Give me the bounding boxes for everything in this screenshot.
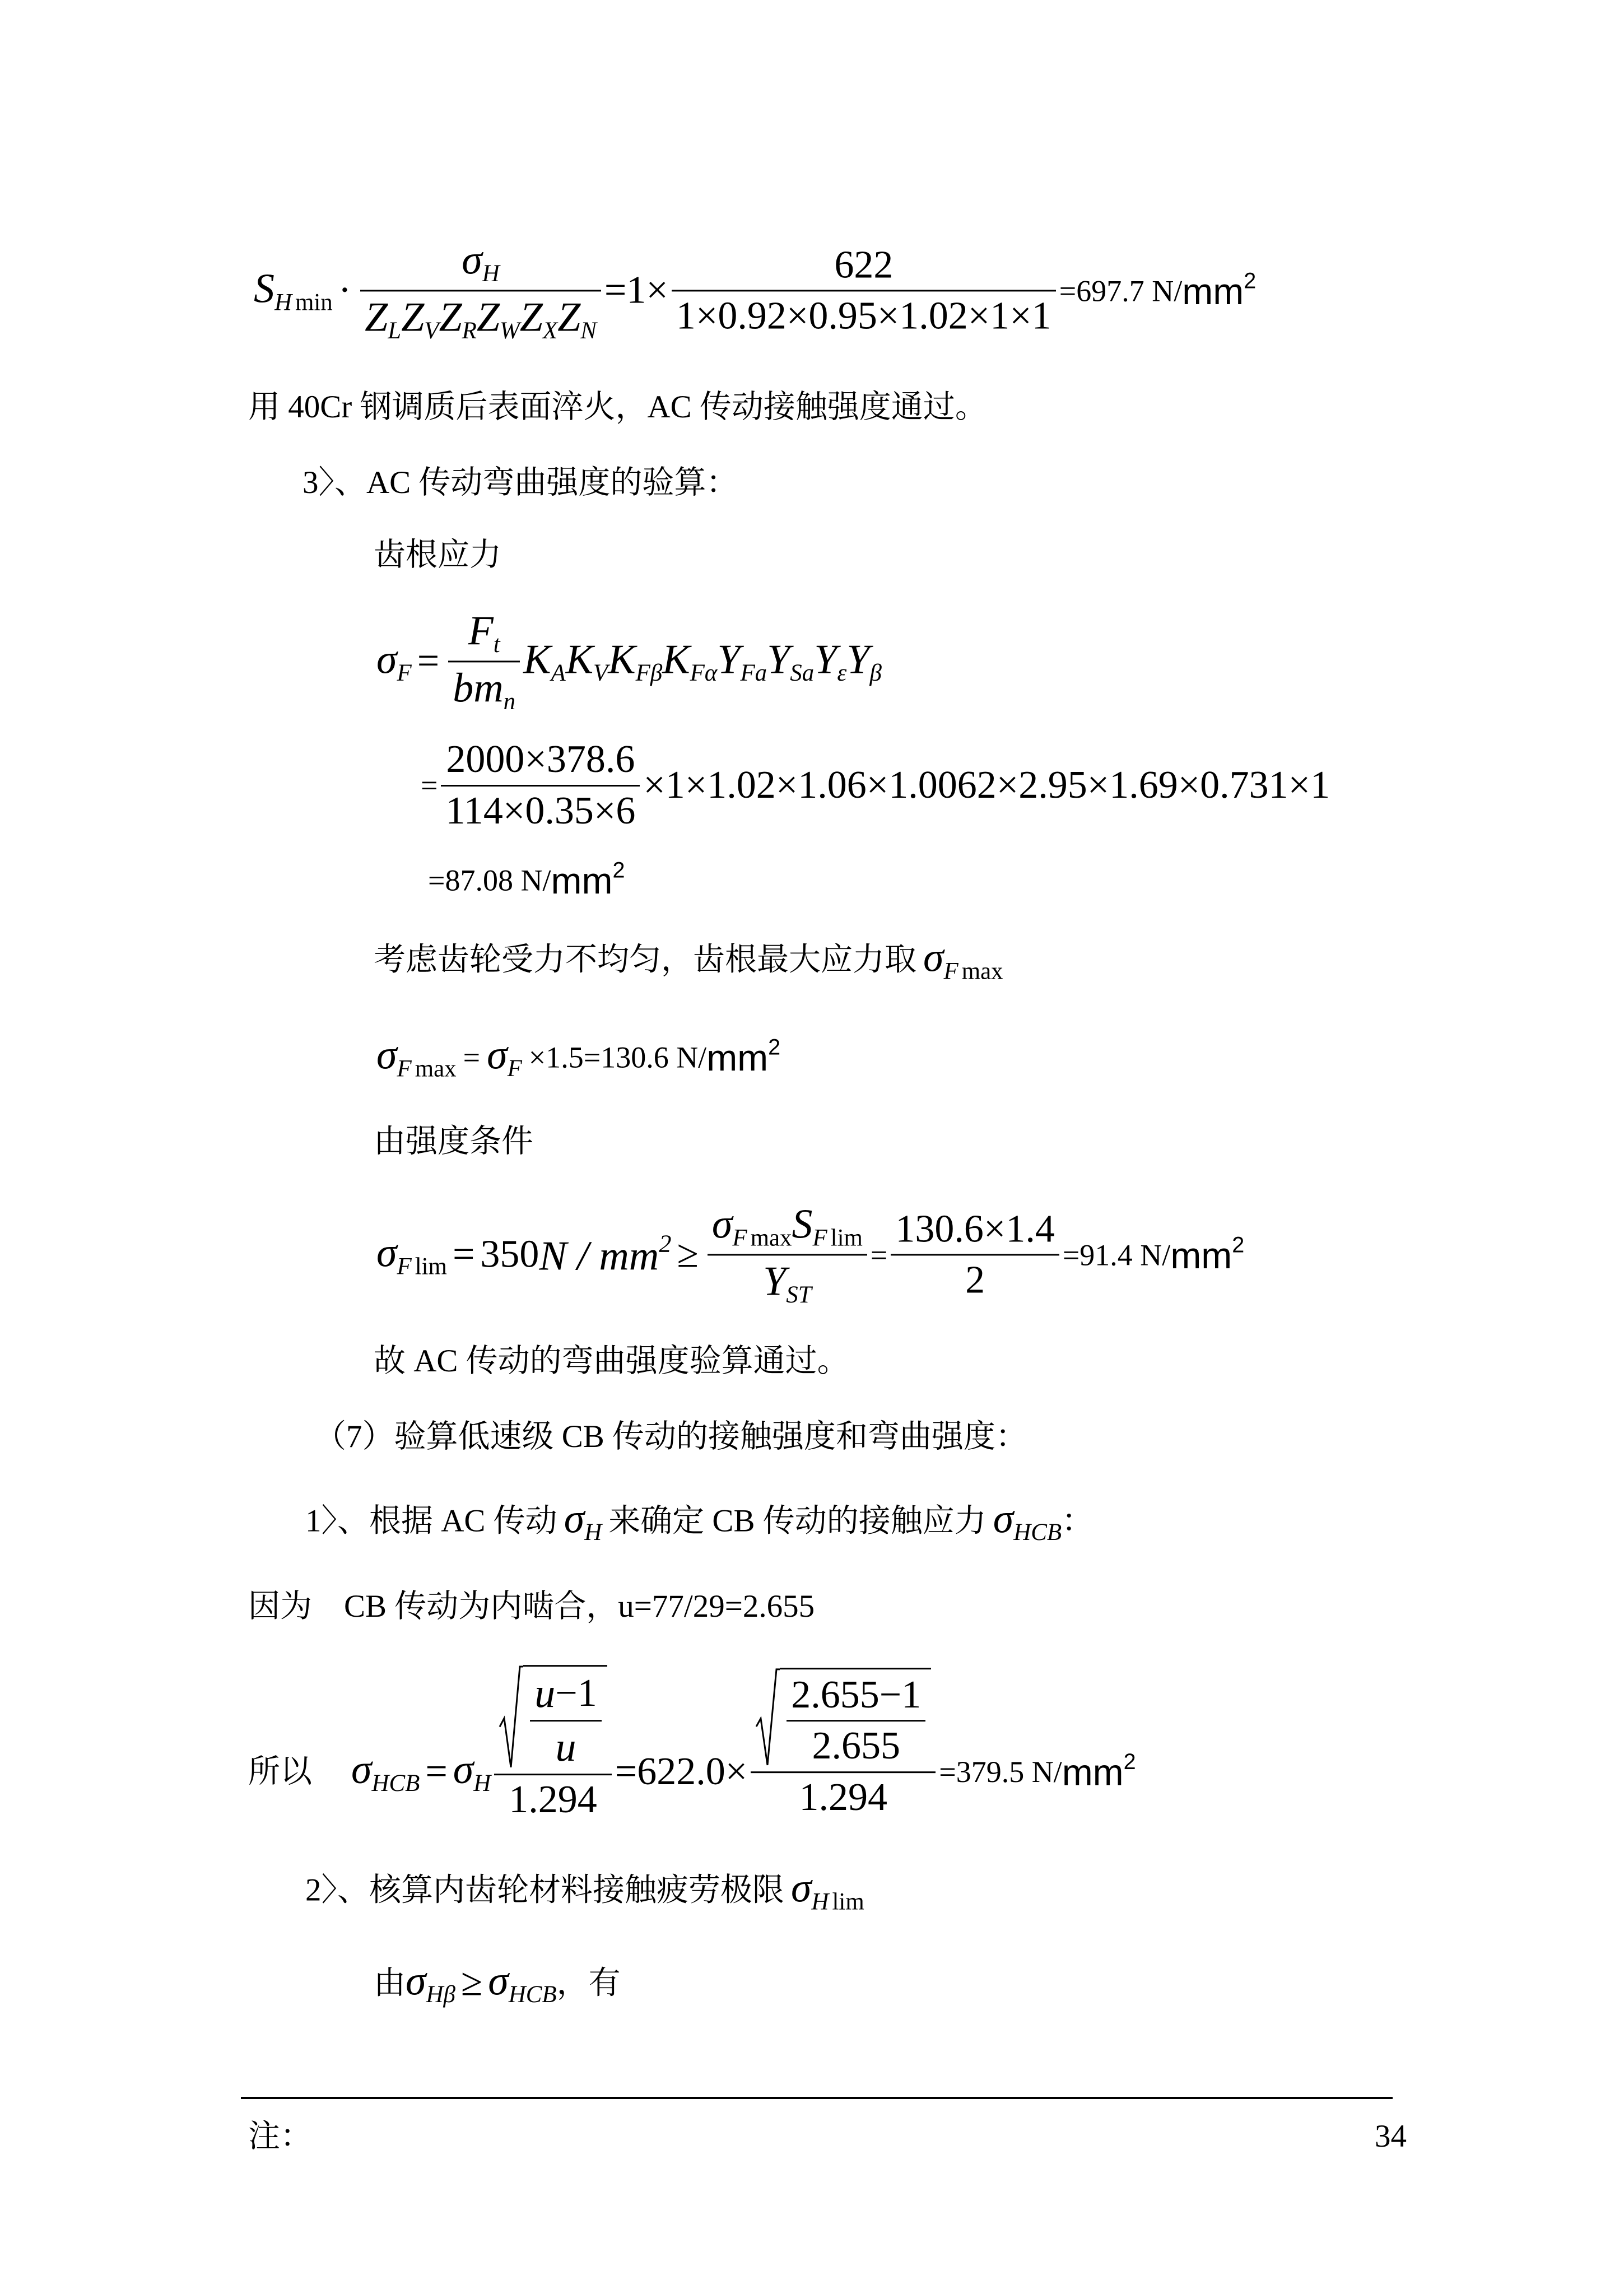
symbol-sigma-h	[462, 236, 500, 287]
denominator	[807, 1721, 905, 1769]
equals-sign: =	[425, 1749, 448, 1793]
radical-sign-icon	[755, 1668, 780, 1769]
subscript-function: max	[415, 1055, 457, 1082]
subscript: A	[551, 660, 566, 687]
unit-text: mm	[706, 1036, 769, 1078]
symbol-letter: Z	[519, 294, 543, 341]
subscript-letter: F	[943, 958, 958, 985]
paragraph-internal-mesh: 因为 CB 传动为内啮合，u=77/29=2.655	[248, 1589, 815, 1625]
radicand	[523, 1665, 607, 1771]
symbol-letter: σ	[487, 1032, 508, 1078]
symbol-letter: K	[662, 636, 690, 683]
symbol-letter: σ	[453, 1747, 474, 1793]
denominator	[794, 1773, 892, 1821]
formula-root-stress-substitution	[421, 737, 1330, 834]
subscript	[732, 1225, 792, 1251]
subscript: L	[388, 318, 402, 345]
subscript-function: max	[961, 958, 1003, 985]
denominator-value: 2.655	[812, 1724, 900, 1768]
variable-u: u	[555, 1724, 576, 1771]
numerator	[464, 607, 505, 660]
subscript: F	[507, 1055, 522, 1082]
symbol-letter: K	[608, 636, 636, 683]
fraction-ft-over-bmn	[448, 607, 520, 715]
subscript: V	[593, 660, 608, 687]
symbol-f-t	[468, 607, 500, 658]
subscript	[812, 1225, 862, 1251]
subscript-letter: H	[274, 289, 292, 316]
symbol-letter: S	[792, 1201, 813, 1248]
subscript-letter: F	[397, 1253, 412, 1280]
subscript: H	[482, 260, 500, 287]
superscript: 2	[659, 1229, 672, 1258]
numerator-value: 2.655−1	[791, 1673, 922, 1716]
fraction-u-minus-1-over-u	[530, 1670, 601, 1771]
limit-value: 350	[480, 1232, 539, 1276]
radical-sign-icon	[499, 1665, 523, 1771]
equals-value-times: =622.0×	[615, 1749, 748, 1793]
symbol-s-flim	[792, 1200, 862, 1251]
fraction-sigma-h-over-z-factors	[360, 236, 601, 345]
fraction-sqrt-over-1294	[494, 1665, 611, 1823]
factor-y-fa	[717, 636, 767, 687]
subscript: HCB	[1013, 1519, 1062, 1546]
symbol-sigma-hcb	[993, 1495, 1062, 1546]
paragraph-text: 2〉、核算内齿轮材料接触疲劳极限	[305, 1872, 784, 1908]
subscript: Sa	[790, 660, 815, 687]
numerator	[708, 1200, 867, 1254]
result-value: =87.08 N/	[428, 863, 551, 897]
symbol-sigma-h	[453, 1746, 491, 1797]
symbol-s-hmin	[254, 265, 333, 316]
symbol-sigma-fmax	[376, 1031, 457, 1082]
subscript: N	[580, 318, 597, 345]
fraction-sigma-fmax-sflim-over-yst	[708, 1200, 867, 1309]
denominator	[504, 1775, 602, 1823]
subscript-letter: H	[811, 1888, 829, 1915]
paragraph-material: 用 40Cr 钢调质后表面淬火，AC 传动接触强度通过。	[248, 389, 987, 425]
fraction-numeric	[672, 243, 1056, 339]
subscript-function: lim	[830, 1225, 863, 1251]
subscript: ε	[837, 660, 847, 687]
subscript: W	[500, 318, 520, 345]
numerator-value: 622	[834, 243, 894, 286]
unit-mm-squared	[706, 1035, 780, 1079]
formula-contact-stress-cb	[248, 1665, 1136, 1879]
symbol-letter: Y	[846, 636, 870, 683]
symbol-letter: σ	[351, 1747, 372, 1793]
numerator	[441, 737, 639, 785]
subscript: β	[869, 660, 882, 687]
fraction-numeric	[891, 1207, 1059, 1303]
symbol-letter: σ	[923, 934, 944, 981]
subscript: H	[584, 1519, 602, 1546]
factor-y-sa	[767, 636, 814, 687]
symbol-sigma-hcb	[488, 1957, 556, 2008]
result-value: =379.5 N/	[939, 1755, 1062, 1789]
subscript-letter: F	[397, 1055, 412, 1082]
subscript-function: min	[295, 289, 333, 316]
result-value: =91.4 N/	[1062, 1237, 1171, 1272]
paragraph-step-1	[305, 1495, 1093, 1546]
page-number: 34	[1375, 2119, 1407, 2155]
paragraph-max-stress	[374, 934, 1003, 985]
symbol-sigma-fmax	[712, 1200, 792, 1251]
unit-mm-squared	[1170, 1232, 1244, 1277]
subscript: t	[493, 631, 500, 658]
symbol-b-mn	[453, 665, 515, 716]
numerator	[494, 1665, 611, 1774]
paragraph-text: 由	[374, 1965, 406, 2001]
unit-n-per-mm-squared	[539, 1229, 671, 1280]
greater-equal-sign: ≥	[460, 1961, 483, 2004]
result-value: ×1.5=130.6 N/	[528, 1040, 707, 1074]
symbol-letter: Z	[365, 294, 388, 341]
footer-note: 注：	[248, 2119, 312, 2155]
symbol-letter: σ	[488, 1958, 509, 2004]
factor-z-x	[520, 294, 557, 345]
symbol-letter: bm	[453, 665, 504, 711]
subscript-function: max	[750, 1225, 792, 1251]
symbol-letter: F	[468, 608, 494, 654]
factor-z-w	[477, 294, 520, 345]
symbol-sigma-fmax	[923, 934, 1003, 985]
numerator	[751, 1668, 936, 1771]
numerator	[457, 236, 504, 290]
symbol-letter: K	[523, 636, 551, 683]
subscript	[812, 1888, 864, 1915]
unit-text: mm	[1062, 1751, 1124, 1793]
paragraph-strength-condition: 由强度条件	[374, 1124, 533, 1160]
unit-text: mm	[1182, 270, 1244, 312]
paragraph-step-2	[305, 1864, 864, 1915]
symbol-sigma-hlim	[791, 1864, 864, 1915]
formula-allowable-contact-stress	[254, 236, 1256, 345]
denominator	[448, 663, 520, 716]
footer-divider	[241, 2097, 1393, 2099]
unit-mm-squared	[1182, 268, 1256, 313]
unit-text: N / mm	[539, 1233, 659, 1279]
subscript: Fa	[740, 660, 767, 687]
formula-max-stress	[376, 1031, 780, 1082]
denominator	[759, 1256, 816, 1309]
radicand	[780, 1668, 931, 1769]
superscript: 2	[612, 858, 625, 883]
subscript: X	[542, 318, 558, 345]
symbol-sigma-f	[376, 636, 412, 687]
fraction-sqrt-numeric-over-1294	[751, 1668, 936, 1821]
denominator	[672, 292, 1056, 339]
symbol-letter: σ	[376, 1230, 397, 1276]
denominator-value: 1.294	[799, 1775, 887, 1819]
label-therefore: 所以	[248, 1754, 312, 1790]
symbol-letter: Z	[439, 294, 462, 341]
equals-sign: =	[463, 1040, 481, 1074]
denominator	[551, 1721, 581, 1771]
superscript: 2	[1232, 1232, 1245, 1258]
paragraph-text: ，有	[556, 1965, 621, 2001]
symbol-letter: σ	[711, 1201, 733, 1248]
result-value: =697.7 N/	[1059, 273, 1183, 308]
subscript-function: lim	[832, 1888, 864, 1915]
symbol-letter: Y	[717, 636, 741, 683]
square-root	[499, 1665, 607, 1771]
superscript: 2	[768, 1035, 781, 1060]
unit-mm-squared	[551, 858, 625, 902]
symbol-letter: K	[565, 636, 594, 683]
factor-k-v	[566, 636, 608, 687]
symbol-letter: Z	[401, 294, 425, 341]
subscript: Fα	[690, 660, 718, 687]
symbol-sigma-flim	[376, 1229, 447, 1280]
equals-sign: =	[417, 639, 440, 683]
equals-sign: =	[870, 1237, 888, 1272]
formula-bending-limit	[376, 1200, 1244, 1309]
symbol-letter: σ	[993, 1496, 1014, 1542]
subscript	[397, 1253, 447, 1279]
factor-product: ×1×1.02×1.06×1.0062×2.95×1.69×0.731×1	[643, 763, 1330, 807]
factor-y-beta	[846, 636, 882, 687]
subscript	[274, 289, 333, 315]
dot-operator: ·	[338, 268, 352, 312]
factor-k-a	[523, 636, 566, 687]
symbol-sigma-hcb	[351, 1746, 420, 1797]
subscript: R	[462, 318, 477, 345]
subscript: n	[503, 688, 516, 715]
subscript: H	[473, 1770, 491, 1797]
numerator	[891, 1207, 1059, 1254]
greater-equal-sign: ≥	[677, 1232, 699, 1276]
paragraph-text: 来确定 CB 传动的接触应力	[608, 1503, 987, 1539]
symbol-letter: Z	[557, 294, 581, 341]
paragraph-text: 1〉、根据 AC 传动	[305, 1503, 557, 1539]
fraction-numeric	[441, 737, 640, 834]
symbol-y-st	[763, 1258, 811, 1309]
symbol-letter: Z	[476, 294, 500, 341]
symbol-letter: σ	[564, 1496, 585, 1542]
subscript: ST	[786, 1282, 812, 1309]
factor-k-f-alpha	[662, 636, 717, 687]
denominator-value: 1×0.92×0.95×1.02×1×1	[676, 294, 1051, 338]
symbol-sigma-f	[487, 1031, 522, 1082]
symbol-sigma-h-beta	[406, 1957, 455, 2008]
paragraph-from-condition	[374, 1957, 621, 2008]
factor-z-r	[439, 294, 476, 345]
subscript: HCB	[371, 1770, 420, 1797]
subscript-letter: F	[812, 1225, 827, 1251]
subscript-letter: F	[732, 1225, 747, 1251]
symbol-letter: σ	[791, 1865, 812, 1911]
heading-section-7: （7）验算低速级 CB 传动的接触强度和弯曲强度：	[314, 1419, 1028, 1455]
symbol-letter: σ	[376, 636, 397, 683]
subscript: HCB	[508, 1981, 557, 2008]
factor-y-epsilon	[814, 636, 846, 687]
numerator	[530, 1670, 601, 1720]
subscript-function: lim	[415, 1253, 447, 1280]
symbol-letter: σ	[406, 1958, 426, 2004]
formula-root-stress	[376, 607, 882, 715]
symbol-letter: σ	[462, 237, 482, 283]
paragraph-bending-pass: 故 AC 传动的弯曲强度验算通过。	[374, 1343, 849, 1379]
symbol-letter: Y	[767, 636, 790, 683]
symbol-letter: S	[254, 266, 274, 312]
variable-u: u	[534, 1671, 556, 1717]
symbol-letter: Y	[763, 1258, 787, 1305]
paragraph-root-stress: 齿根应力	[374, 537, 501, 573]
subscript	[944, 958, 1003, 984]
formula-root-stress-result	[428, 858, 625, 902]
symbol-letter: Y	[814, 636, 837, 683]
numerator	[787, 1673, 925, 1720]
superscript: 2	[1123, 1749, 1136, 1775]
factor-z-n	[557, 294, 597, 345]
denominator-value: 1.294	[509, 1778, 597, 1822]
unit-text: mm	[1170, 1234, 1232, 1276]
unit-mm-squared	[1062, 1749, 1136, 1794]
subscript	[397, 1055, 457, 1082]
denominator	[441, 787, 640, 834]
factor-k-f-beta	[608, 636, 662, 687]
denominator-value: 114×0.35×6	[445, 789, 636, 832]
minus-one: −1	[555, 1672, 597, 1715]
square-root	[755, 1668, 931, 1769]
numerator-value: 2000×378.6	[446, 738, 635, 781]
denominator	[961, 1256, 989, 1304]
equals-one-times: =1×	[604, 268, 668, 312]
symbol-sigma-h	[564, 1495, 602, 1546]
superscript: 2	[1244, 268, 1257, 294]
factor-z-v	[401, 294, 439, 345]
denominator-value: 2	[965, 1258, 985, 1302]
subscript: F	[397, 660, 412, 687]
unit-text: mm	[551, 859, 613, 901]
symbol-letter: σ	[376, 1032, 397, 1078]
numerator-value: 130.6×1.4	[895, 1207, 1055, 1250]
subscript: Hβ	[426, 1981, 455, 2008]
factor-z-l	[365, 294, 401, 345]
heading-bending-strength-check: 3〉、AC 传动弯曲强度的验算：	[303, 465, 738, 501]
numerator	[830, 243, 897, 290]
denominator	[360, 292, 601, 345]
fraction-numeric	[787, 1673, 925, 1769]
subscript: V	[424, 318, 439, 345]
paragraph-text: 考虑齿轮受力不均匀，齿根最大应力取	[374, 942, 916, 978]
equals-sign: =	[452, 1232, 475, 1276]
equals-sign: =	[421, 768, 438, 802]
subscript: Fβ	[635, 660, 663, 687]
colon-punctuation: ：	[1062, 1503, 1094, 1539]
